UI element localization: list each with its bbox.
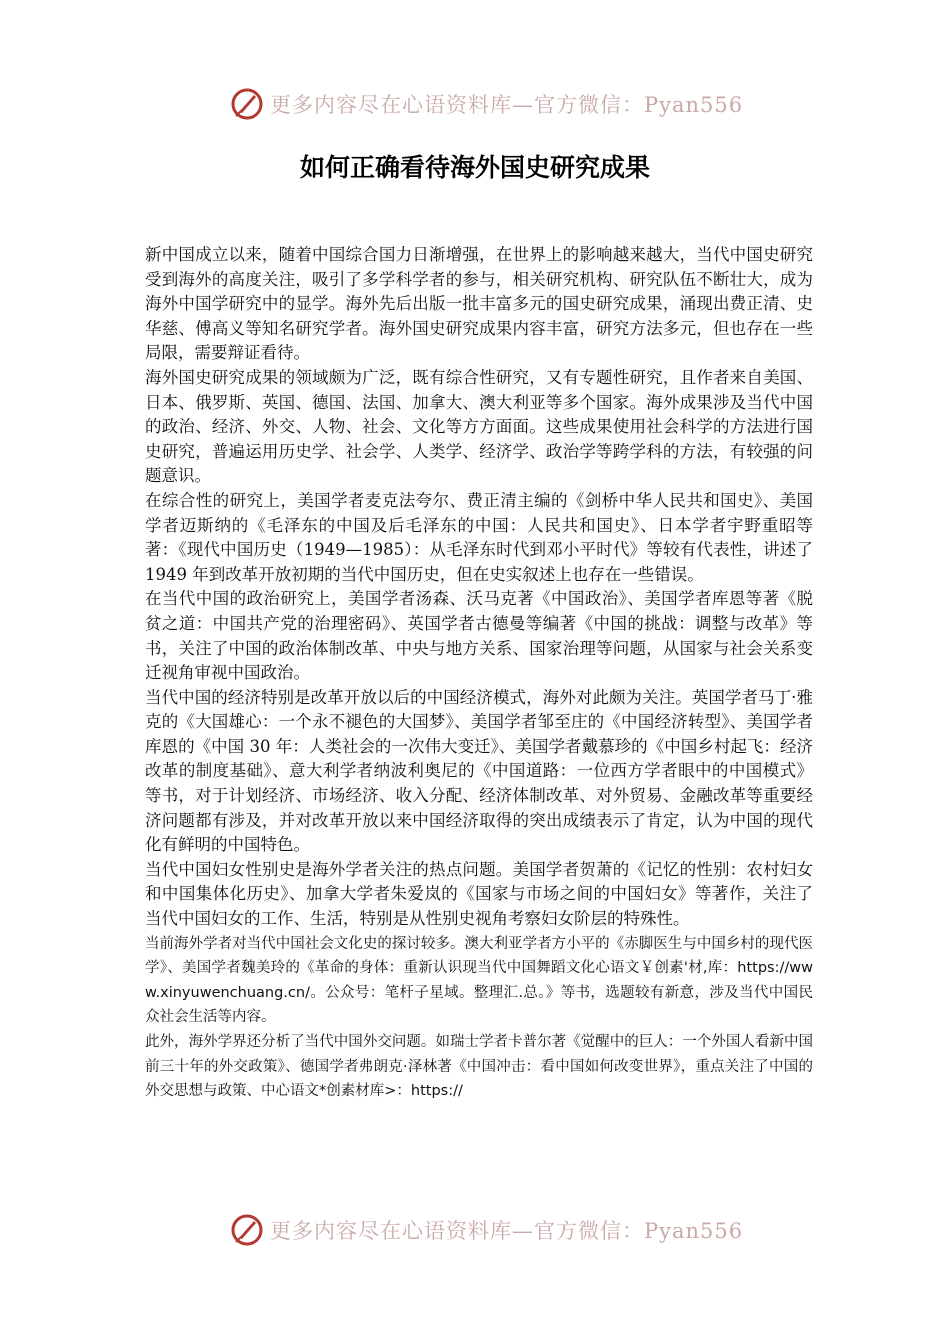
paragraph-6: 当代中国妇女性别史是海外学者关注的热点问题。美国学者贺萧的《记忆的性别：农村妇女和中国集体化历史》、加拿大学者朱爱岚的《国家与市场之间的中国妇女》等著作，关注了当代中国妇女的工作、生活，特别是从性别史视角考察妇女阶层的特殊性。 (145, 859, 813, 929)
article-body (145, 243, 813, 1104)
page-title: 如何正确看待海外国史研究成果 (299, 153, 650, 182)
quill-logo-icon (230, 87, 264, 121)
paragraph-2: 海外国史研究成果的领域颇为广泛，既有综合性研究，又有专题性研究，且作者来自美国、日本、俄罗斯、英国、德国、法国、加拿大、澳大利亚等多个国家。海外成果涉及当代中国的政治、经济、外交、人物、社会、文化等方方面面。这些成果使用社会科学的方法进行国史研究，普遍运用历史学、社会学、人类学、经济学、政治学等跨学科的方法，有较强的问题意识。 (145, 367, 813, 486)
banner-text: 更多内容尽在心语资料库—官方微信：Pyan556 (270, 1219, 744, 1243)
footer-banner (230, 1210, 750, 1250)
paragraph-4: 在当代中国的政治研究上，美国学者汤森、沃马克著《中国政治》、美国学者库恩等著《脱贫之道：中国共产党的治理密码》、英国学者古德曼等编著《中国的挑战：调整与改革》等书，关注了中国的政治体制改革、中央与地方关系、国家治理等问题，从国家与社会关系变迁视角审视中国政治。 (145, 589, 813, 683)
paragraph-1: 新中国成立以来，随着中国综合国力日渐增强，在世界上的影响越来越大，当代中国史研究受到海外的高度关注，吸引了多学科学者的参与，相关研究机构、研究队伍不断壮大，成为海外中国学研究中的显学。海外先后出版一批丰富多元的国史研究成果，涌现出费正清、史华慈、傅高义等知名研究学者。海外国史研究成果内容丰富，研究方法多元，但也存在一些局限，需要辩证看待。 (145, 245, 813, 363)
paragraph-5: 当代中国的经济特别是改革开放以后的中国经济模式，海外对此颇为关注。英国学者马丁·雅克的《大国雄心：一个永不褪色的大国梦》、美国学者邹至庄的《中国经济转型》、美国学者库恩的《中国 30 年：人类社会的一次伟大变迁》、美国学者戴慕珍的《中国乡村起飞：经济改革的制度基础》、意大利学者纳波利奥尼的《中国道路：一位西方学者眼中的中国模式》等书，对于计划经济、市场经济、收入分配、经济体制改革、对外贸易、金融改革等重要经济问题都有涉及，并对改革开放以来中国经济取得的突出成绩表示了肯定，认为中国的现代化有鲜明的中国特色。 (145, 687, 813, 855)
paragraph-8: 此外，海外学界还分析了当代中国外交问题。如瑞士学者卡普尔著《觉醒中的巨人：一个外国人看新中国前三十年的外交政策》、德国学者弗朗克·泽林著《中国冲击：看中国如何改变世界》，重点关注了中国的外交思想与政策、中心语文*创素材库>：https:// (145, 1034, 813, 1100)
paragraph-7: 当前海外学者对当代中国社会文化史的探讨较多。澳大利亚学者方小平的《赤脚医生与中国乡村的现代医学》、美国学者魏美玲的《革命的身体：重新认识现当代中国舞蹈文化心语文￥创素'材,库：https://www.xinyuwenchuang.cn/。公众号：笔杆子星域。整理汇.总。》等书，选题较有新意，涉及当代中国民众社会生活等内容。 (145, 935, 813, 1026)
header-banner (230, 84, 750, 124)
quill-logo-icon (230, 1213, 264, 1247)
banner-text: 更多内容尽在心语资料库—官方微信：Pyan556 (270, 93, 744, 117)
paragraph-3: 在综合性的研究上，美国学者麦克法夸尔、费正清主编的《剑桥中华人民共和国史》、美国学者迈斯纳的《毛泽东的中国及后毛泽东的中国：人民共和国史》、日本学者宇野重昭等著：《现代中国历史（1949—1985）：从毛泽东时代到邓小平时代》等较有代表性，讲述了 1949 年到改革开放初期的当代中国历史，但在史实叙述上也存在一些错误。 (145, 490, 813, 584)
